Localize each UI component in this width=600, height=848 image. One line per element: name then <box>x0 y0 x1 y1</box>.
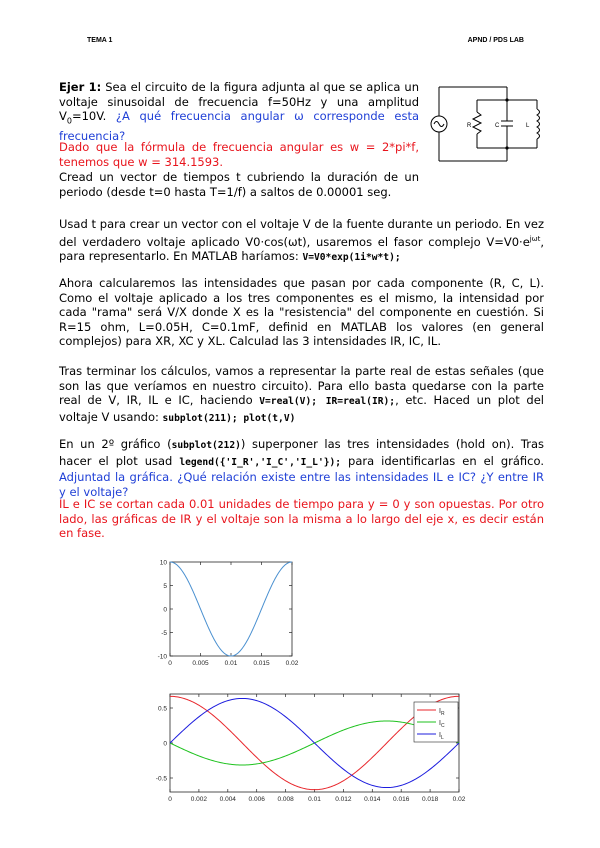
y-tick-label: 0.5 <box>157 705 167 713</box>
legend-label-i-c: $I_C$ <box>439 720 445 729</box>
exercise-text-2: =10V. <box>71 109 116 123</box>
y-tick-label: 0 <box>163 740 167 748</box>
capacitor-label: C <box>495 123 500 129</box>
x-tick-label: 0.004 <box>219 796 236 803</box>
x-tick-label: 0.016 <box>393 796 410 803</box>
phasor-exponent: jωt <box>529 234 541 243</box>
x-tick-label: 0.02 <box>452 796 466 803</box>
paragraph-plot <box>59 364 544 426</box>
header-left: TEMA 1 <box>87 37 113 44</box>
capacitor-icon <box>501 100 513 148</box>
x-tick-label: 0.002 <box>190 796 208 803</box>
x-tick-label: 0.01 <box>308 796 321 803</box>
answer-2: IL e IC se cortan cada 0.01 unidades de tiempo para y = 0 y son opuestas. Por otro lado, las gráficas de IR y el voltaje son la misma a lo largo del eje x, es decir están en fase. <box>59 497 544 540</box>
x-tick-label: 0.018 <box>421 796 439 803</box>
currents-chart <box>140 688 470 808</box>
x-tick-label: 0 <box>168 660 172 667</box>
y-tick-label: -5 <box>161 630 167 637</box>
y-tick-label: 5 <box>163 583 167 590</box>
code-subplot-212: subplot(212) <box>171 440 241 451</box>
exercise-label: Ejer 1: <box>59 80 102 94</box>
y-tick-label: 10 <box>159 559 167 567</box>
code-legend: legend({'I_R','I_C','I_L'}); <box>179 456 342 468</box>
resistor-label: R <box>467 123 472 129</box>
code-voltage: V=V0*exp(1i*w*t); <box>302 251 401 263</box>
y-tick-label: 0 <box>163 606 167 614</box>
x-tick-label: 0.02 <box>285 660 299 667</box>
x-tick-label: 0.014 <box>364 796 381 803</box>
subplot-question: Adjuntad la gráfica. ¿Qué relación existe entre las intensidades IL e IC? ¿Y entre IR y el voltaje? <box>59 470 544 499</box>
exercise-text-1: Sea el circuito de la figura adjunta al que se aplica un voltaje sinusoidal de frecuencia f=50Hz y una amplitud V <box>59 80 419 123</box>
x-tick-label: 0.008 <box>277 796 294 803</box>
legend-label-i-l: $I_L$ <box>439 732 444 741</box>
phasor-text-2: , para representarlo. En MATLAB haríamos: <box>59 234 544 263</box>
subplot-text-1: En un 2º gráfico ( <box>59 437 172 451</box>
subscript-zero: 0 <box>66 116 72 126</box>
inductor-icon <box>537 100 540 148</box>
y-tick-label: -0.5 <box>155 775 167 783</box>
x-tick-label: 0.01 <box>224 660 238 667</box>
exercise-question: ¿A qué frecuencia angular ω corresponde esta frecuencia? <box>59 109 419 143</box>
x-tick-label: 0.006 <box>248 796 265 803</box>
subplot-text-2: ) superponer las tres intensidades (hold on). Tras hacer el plot usad <box>59 437 544 468</box>
paragraph-time-vector: Cread un vector de tiempos t cubriendo la duración de un periodo (desde t=0 hasta T=1/f) a saltos de 0.00001 seg. <box>59 170 419 199</box>
paragraph-currents: Ahora calcularemos las intensidades que pasan por cada componente (R, C, L). Como el voltaje aplicado a los tres componentes es el mismo, la intensidad por cada "rama" será V/X donde X es la "resistencia" del componente en cuestión. Si R=15 ohm, L=0.05H, C=0.1mF, definid en MATLAB los valores (en general complejos) para XR, XC y XL. Calculad las 3 intensidades IR, IC, IL. <box>59 276 544 348</box>
voltage-chart <box>140 555 300 670</box>
x-tick-label: 0.005 <box>192 660 209 667</box>
phasor-text-1: Usad t para crear un vector con el voltaje V de la fuente durante un periodo. En vez del verdadero voltaje aplicado V0·cos(ωt), usaremos el fasor complejo V=V0·e <box>59 217 544 249</box>
resistor-icon <box>473 100 481 148</box>
code-subplot-211: subplot(211); plot(t,V) <box>162 412 296 424</box>
circuit-diagram <box>423 81 547 167</box>
paragraph-subplot <box>59 437 544 499</box>
paragraph-phasor <box>59 217 544 265</box>
x-tick-label: 0.015 <box>253 660 270 667</box>
plot-text-1: Tras terminar los cálculos, vamos a representar la parte real de estas señales (que son las que veríamos en nuestro circuito). Para ello basta quedarse con la parte real de V, IR, IL e IC, haciendo <box>59 364 544 407</box>
header-right: APND / PDS LAB <box>467 37 524 44</box>
answer-1: Dado que la fórmula de frecuencia angular es w = 2*pi*f, tenemos que w = 314.1593. <box>59 140 419 169</box>
x-tick-label: 0.012 <box>335 796 352 803</box>
y-tick-label: -10 <box>157 653 167 661</box>
x-tick-label: 0 <box>168 796 172 803</box>
plot-text-2: , etc. Haced un plot del voltaje V usando: <box>59 393 545 424</box>
plot-area <box>170 562 292 656</box>
exercise-intro <box>59 80 419 143</box>
code-real: V=real(V); IR=real(IR); <box>259 396 396 407</box>
inductor-label: L <box>526 123 530 129</box>
legend-label-i-r: $I_R$ <box>439 708 445 717</box>
subplot-text-3: para identificarlas en el gráfico. <box>341 453 544 468</box>
